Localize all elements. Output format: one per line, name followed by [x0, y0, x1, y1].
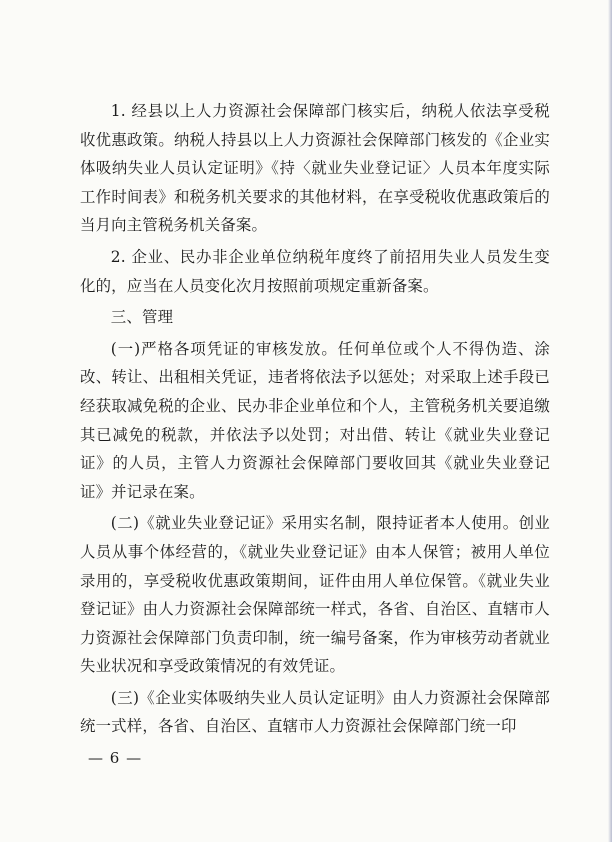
document-body — [80, 97, 550, 744]
paragraph-5: (三)《企业实体吸纳失业人员认定证明》由人力资源社会保障部统一式样，各省、自治区、直辖市人力资源社会保障部门统一印 — [80, 688, 550, 736]
paragraph-1: 1. 经县以上人力资源社会保障部门核实后，纳税人依法享受税收优惠政策。纳税人持县以上人力资源社会保障部门核发的《企业实体吸纳失业人员认定证明》《持〈就业失业登记证〉人员本年度实际工作时间表》和税务机关要求的其他材料，在享受税收优惠政策后的当月向主管税务机关备案。 — [80, 102, 550, 235]
paragraph-3: (一)严格各项凭证的审核发放。任何单位或个人不得伪造、涂改、转让、出租相关凭证，违者将依法予以惩处；对采取上述手段已经获取减免税的企业、民办非企业单位和个人，主管税务机关要追缴其已减免的税款，并依法予以处罚；对出借、转让《就业失业登记证》的人员，主管人力资源社会保障部门要收回其《就业失业登记证》并记录在案。 — [80, 339, 550, 501]
section-heading-management: 三、管理 — [110, 308, 174, 327]
paragraph-4: (二)《就业失业登记证》采用实名制，限持证者本人使用。创业人员从事个体经营的，《就业失业登记证》由本人保管；被用人单位录用的，享受税收优惠政策期间，证件由用人单位保管。《就业失业登记证》由人力资源社会保障部统一样式，各省、自治区、直辖市人力资源社会保障部门负责印制，统一编号备案，作为审核劳动者就业失业状况和享受政策情况的有效凭证。 — [80, 514, 550, 676]
page-number: — 6 — — [88, 749, 143, 767]
paragraph-2: 2. 企业、民办非企业单位纳税年度终了前招用失业人员发生变化的，应当在人员变化次月按照前项规定重新备案。 — [80, 247, 550, 295]
scan-edge — [608, 0, 612, 842]
